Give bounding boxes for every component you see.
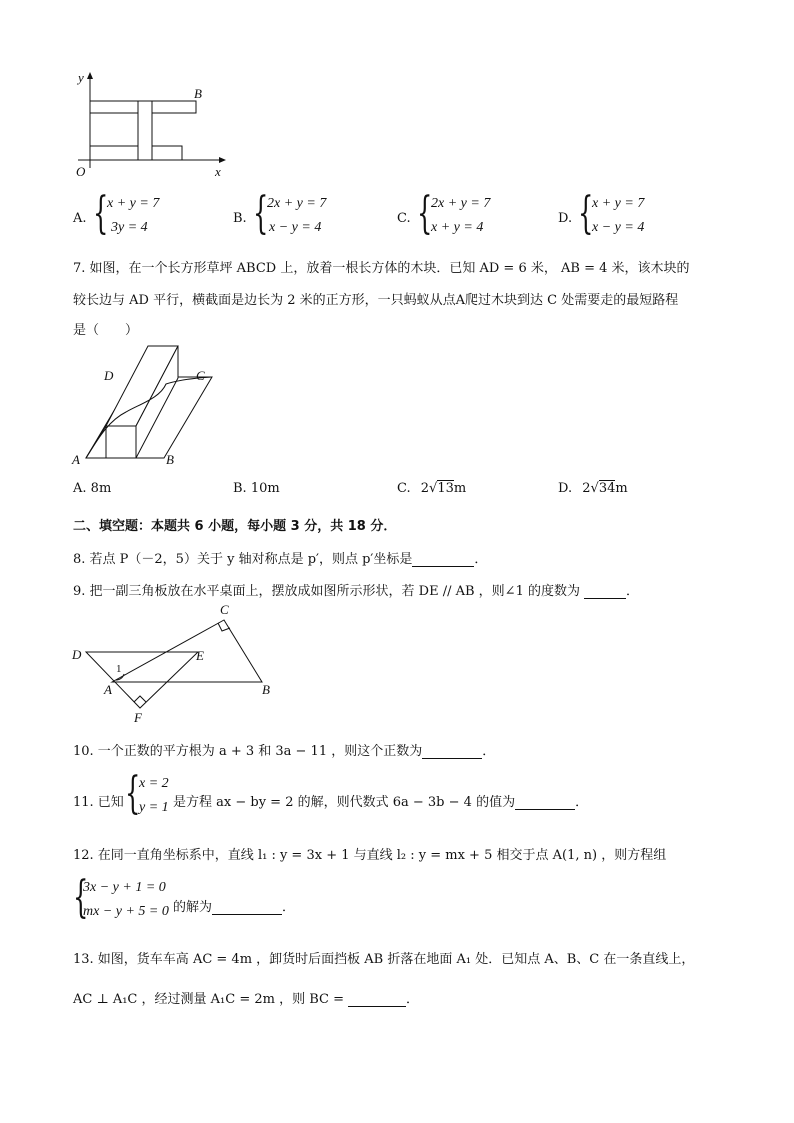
sqrt-icon: √ bbox=[590, 481, 599, 496]
fig9-label-a: A bbox=[104, 682, 112, 697]
q13-line-1: 13. 如图，货车车高 AC = 4m ，卸货时后面挡板 AB 折落在地面 A₁ 处．已知点 A、B、C 在一条直线上， bbox=[73, 952, 695, 967]
option-text: 8m bbox=[90, 481, 112, 496]
radicand: 34 bbox=[598, 481, 616, 496]
q7-figure bbox=[70, 340, 230, 470]
q6-option-a bbox=[73, 188, 193, 240]
fig9-label-b: B bbox=[262, 682, 270, 697]
option-label: C. bbox=[397, 211, 411, 226]
unit: m bbox=[453, 481, 467, 496]
fig7-label-d: D bbox=[104, 368, 114, 383]
q9 bbox=[73, 580, 639, 599]
q9-figure bbox=[68, 602, 288, 728]
system-line-1: x + y = 7 bbox=[107, 196, 160, 211]
q11-end: ． bbox=[575, 795, 589, 810]
q12-system bbox=[73, 872, 473, 926]
q11-post bbox=[173, 791, 588, 810]
brace: { bbox=[578, 188, 594, 239]
fig9-label-f: F bbox=[134, 710, 142, 725]
fig6-y-label: y bbox=[78, 70, 84, 85]
option-text: 10m bbox=[250, 481, 280, 496]
q10 bbox=[73, 740, 495, 759]
radical-coefficient: 2 bbox=[420, 481, 430, 496]
q13-line-2 bbox=[73, 988, 419, 1007]
brace: { bbox=[253, 188, 269, 239]
fig7-label-b: B bbox=[166, 452, 174, 467]
sqrt-icon: √ bbox=[429, 481, 438, 496]
option-label: B. bbox=[233, 481, 247, 496]
q6-option-c bbox=[397, 188, 517, 240]
option-label: A. bbox=[73, 211, 87, 226]
system-line-1: 3x − y + 1 = 0 bbox=[83, 880, 166, 895]
answer-blank[interactable] bbox=[212, 901, 282, 915]
fig7-label-a: A bbox=[72, 452, 80, 467]
q9-text: 9. 把一副三角板放在水平桌面上，摆放成如图所示形状，若 DE // AB ，则∠1 的度数为 bbox=[73, 584, 580, 599]
unit: m bbox=[615, 481, 628, 496]
q7-option-a bbox=[73, 481, 111, 496]
option-label: C. bbox=[397, 481, 411, 496]
q6-figure bbox=[60, 68, 240, 180]
fig9-label-d: D bbox=[72, 647, 82, 662]
q12-end: ． bbox=[282, 900, 296, 915]
answer-blank[interactable] bbox=[348, 993, 406, 1007]
q13-end: ． bbox=[405, 992, 419, 1007]
option-label: D. bbox=[558, 211, 573, 226]
fig9-label-c: C bbox=[220, 602, 229, 617]
option-label: A. bbox=[73, 481, 87, 496]
q10-text: 10. 一个正数的平方根为 a + 3 和 3a − 11 ，则这个正数为 bbox=[73, 744, 423, 759]
q7-line-3: 是（ ） bbox=[73, 323, 139, 338]
fig6-origin-label: O bbox=[76, 164, 86, 179]
system-line-2: x + y = 4 bbox=[431, 220, 484, 235]
q11-pre: 11. 已知 bbox=[73, 795, 124, 810]
system-line-2: x − y = 4 bbox=[592, 220, 645, 235]
answer-blank[interactable] bbox=[412, 553, 474, 567]
system-line-2: y = 1 bbox=[139, 800, 169, 815]
q8-text: 8. 若点 P（－2，5）关于 y 轴对称点是 p′，则点 p′坐标是 bbox=[73, 552, 413, 567]
option-label: B. bbox=[233, 211, 247, 226]
system-line-1: 2x + y = 7 bbox=[431, 196, 491, 211]
system-line-1: 2x + y = 7 bbox=[267, 196, 327, 211]
q8-end: ． bbox=[474, 552, 488, 567]
answer-blank[interactable] bbox=[584, 585, 626, 599]
system-line-1: x + y = 7 bbox=[592, 196, 645, 211]
q8 bbox=[73, 548, 487, 567]
answer-blank[interactable] bbox=[422, 745, 482, 759]
answer-blank[interactable] bbox=[515, 796, 575, 810]
option-label: D. bbox=[558, 481, 573, 496]
radical-coefficient: 2 bbox=[582, 481, 591, 496]
q6-option-d bbox=[558, 188, 678, 240]
q13-line-2-text: AC ⊥ A₁C ，经过测量 A₁C = 2m ，则 BC = bbox=[73, 992, 344, 1007]
q12-post-text: 的解为 bbox=[173, 900, 213, 915]
q6-option-b bbox=[233, 188, 353, 240]
brace: { bbox=[125, 768, 141, 819]
fig9-label-e: E bbox=[196, 648, 204, 663]
brace: { bbox=[417, 188, 433, 239]
q11-post-text: 是方程 ax − by = 2 的解，则代数式 6a − 3b − 4 的值为 bbox=[173, 795, 516, 810]
q7-line-1: 7. 如图，在一个长方形草坪 ABCD 上，放着一根长方体的木块．已知 AD = 6 米， AB = 4 米，该木块的 bbox=[73, 261, 690, 276]
system-line-2: x − y = 4 bbox=[269, 220, 322, 235]
brace: { bbox=[73, 872, 89, 923]
q9-end: ． bbox=[625, 584, 639, 599]
q10-end: ． bbox=[482, 744, 496, 759]
fig9-angle-1: 1 bbox=[116, 663, 122, 675]
brace: { bbox=[93, 188, 109, 239]
q7-option-d bbox=[558, 481, 628, 496]
system-line-1: x = 2 bbox=[139, 776, 169, 791]
q11 bbox=[73, 768, 633, 822]
q7-option-c bbox=[397, 481, 466, 496]
system-line-2: mx − y + 5 = 0 bbox=[83, 904, 169, 919]
fig6-x-label: x bbox=[215, 164, 221, 179]
q7-option-b bbox=[233, 481, 280, 496]
system-line-2: 3y = 4 bbox=[111, 220, 148, 235]
fig6-b-label: B bbox=[194, 86, 202, 101]
fig7-label-c: C bbox=[196, 368, 205, 383]
q12-post bbox=[173, 896, 295, 915]
q12-line-1: 12. 在同一直角坐标系中，直线 l₁ : y = 3x + 1 与直线 l₂ : y = mx + 5 相交于点 A(1, n) ，则方程组 bbox=[73, 848, 667, 863]
radicand: 13 bbox=[437, 481, 454, 496]
section-heading: 二、填空题：本题共 6 小题，每小题 3 分，共 18 分． bbox=[73, 519, 397, 534]
q7-line-2: 较长边与 AD 平行，横截面是边长为 2 米的正方形，一只蚂蚁从点A爬过木块到达 C 处需要走的最短路程 bbox=[73, 293, 679, 308]
